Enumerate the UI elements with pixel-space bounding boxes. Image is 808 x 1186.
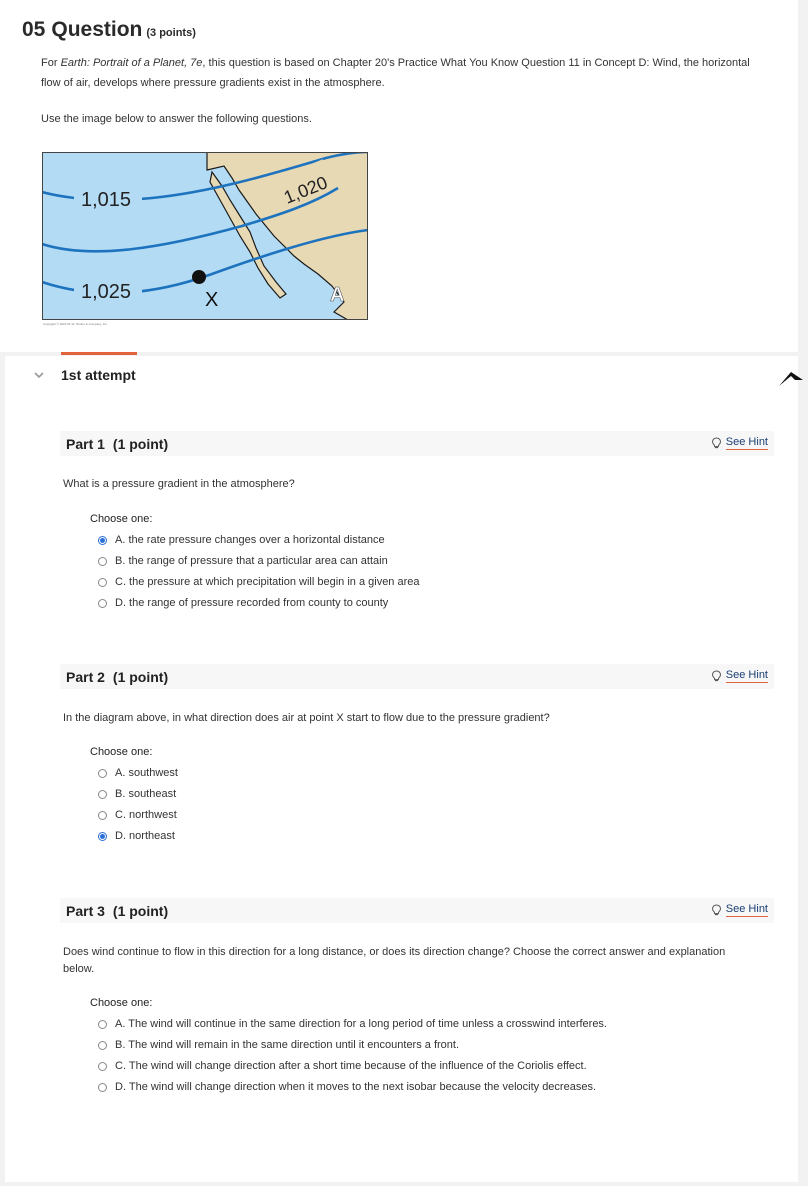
radio-button[interactable] <box>98 1041 107 1050</box>
part-points: (1 point) <box>112 436 169 452</box>
lightbulb-icon <box>711 437 722 449</box>
intro-book-title: Earth: Portrait of a Planet, 7e <box>60 57 203 69</box>
part-title-label: Part 1 <box>66 436 105 452</box>
option-c[interactable] <box>98 576 420 588</box>
part-points: (1 point) <box>112 669 169 685</box>
point-x-label: X <box>205 289 219 311</box>
radio-button[interactable] <box>98 811 107 820</box>
option-a[interactable] <box>98 1018 607 1030</box>
see-hint-label[interactable]: See Hint <box>725 903 768 915</box>
question-title <box>22 18 196 42</box>
option-text: C. The wind will change direction after a short time because of the influence of the Coriolis effect. <box>115 1060 587 1072</box>
attempt-label[interactable]: 1st attempt <box>61 367 136 383</box>
radio-button[interactable] <box>98 557 107 566</box>
intro-text-post: , this question is based on Chapter 20's Practice What You Know Question 11 in Concept D: Wind, the horizontal flow of air, develops where pressure gradients exist in the atmosphere. <box>41 57 750 89</box>
see-hint-link[interactable] <box>711 436 768 450</box>
part-title <box>66 669 168 685</box>
part-prompt: In the diagram above, in what direction does air at point X start to flow due to the pressure gradient? <box>63 712 550 724</box>
point-x-marker <box>192 270 206 284</box>
option-text: B. the range of pressure that a particular area can attain <box>115 555 388 567</box>
radio-button[interactable] <box>98 599 107 608</box>
see-hint-link[interactable] <box>711 669 768 683</box>
see-hint-link[interactable] <box>711 903 768 917</box>
radio-button[interactable] <box>98 1020 107 1029</box>
radio-button[interactable] <box>98 790 107 799</box>
part-title <box>66 436 168 452</box>
radio-button[interactable] <box>98 578 107 587</box>
question-header <box>0 0 798 352</box>
isobar-label-1020: 1,020 <box>280 172 331 208</box>
option-a[interactable] <box>98 534 385 546</box>
option-b[interactable] <box>98 788 176 800</box>
part-header <box>60 898 774 923</box>
option-text: D. northeast <box>115 830 175 842</box>
part-header <box>60 431 774 456</box>
radio-button[interactable] <box>98 1083 107 1092</box>
option-a[interactable] <box>98 767 178 779</box>
option-text: A. the rate pressure changes over a horizontal distance <box>115 534 385 546</box>
pressure-map-figure <box>42 152 368 320</box>
radio-button[interactable] <box>98 769 107 778</box>
option-text: D. The wind will change direction when it moves to the next isobar because the velocity decreases. <box>115 1081 596 1093</box>
question-intro <box>41 53 771 93</box>
part-prompt: What is a pressure gradient in the atmosphere? <box>63 478 295 490</box>
option-text: D. the range of pressure recorded from county to county <box>115 597 389 609</box>
see-hint-label[interactable]: See Hint <box>725 669 768 681</box>
radio-button[interactable] <box>98 1062 107 1071</box>
choose-one-label: Choose one: <box>90 513 153 525</box>
option-text: C. northwest <box>115 809 177 821</box>
isobar-label-1025: 1,025 <box>81 281 132 303</box>
option-text: B. The wind will remain in the same direction until it encounters a front. <box>115 1039 460 1051</box>
part-points: (1 point) <box>112 903 169 919</box>
choose-one-label: Choose one: <box>90 997 153 1009</box>
option-b[interactable] <box>98 555 388 567</box>
option-b[interactable] <box>98 1039 459 1051</box>
part-title-label: Part 3 <box>66 903 105 919</box>
option-text: A. The wind will continue in the same direction for a long period of time unless a crosswind interferes. <box>115 1018 607 1030</box>
use-image-instruction: Use the image below to answer the following questions. <box>41 113 312 125</box>
option-d[interactable] <box>98 1081 596 1093</box>
map-copyright: Copyright © 2022 W. W. Norton & Company, Inc. <box>43 322 108 326</box>
chevron-down-icon[interactable] <box>33 369 45 381</box>
lightbulb-icon <box>711 670 722 682</box>
option-text: A. southwest <box>115 767 178 779</box>
isobar-label-1015: 1,015 <box>81 189 132 211</box>
lightbulb-icon <box>711 904 722 916</box>
question-points: (3 points) <box>146 27 196 39</box>
part-header <box>60 664 774 689</box>
point-a-label: A <box>330 284 345 306</box>
part-title <box>66 903 168 919</box>
see-hint-label[interactable]: See Hint <box>725 436 768 448</box>
option-d[interactable] <box>98 597 388 609</box>
option-c[interactable] <box>98 1060 587 1072</box>
mouse-cursor-icon <box>777 368 805 388</box>
attempt-tab-indicator <box>61 352 137 355</box>
radio-button[interactable] <box>98 536 107 545</box>
intro-text-pre: For <box>41 57 61 69</box>
part-title-label: Part 2 <box>66 669 105 685</box>
part-prompt: Does wind continue to flow in this direction for a long distance, or does its direction change? Choose the correct answer and explanation below. <box>63 946 726 975</box>
option-c[interactable] <box>98 809 177 821</box>
option-text: B. southeast <box>115 788 177 800</box>
question-label: Question <box>51 18 143 41</box>
attempt-panel <box>5 356 798 1182</box>
choose-one-label: Choose one: <box>90 746 153 758</box>
question-number: 05 <box>22 18 46 41</box>
radio-button[interactable] <box>98 832 107 841</box>
option-text: C. the pressure at which precipitation will begin in a given area <box>115 576 420 588</box>
option-d[interactable] <box>98 830 175 842</box>
